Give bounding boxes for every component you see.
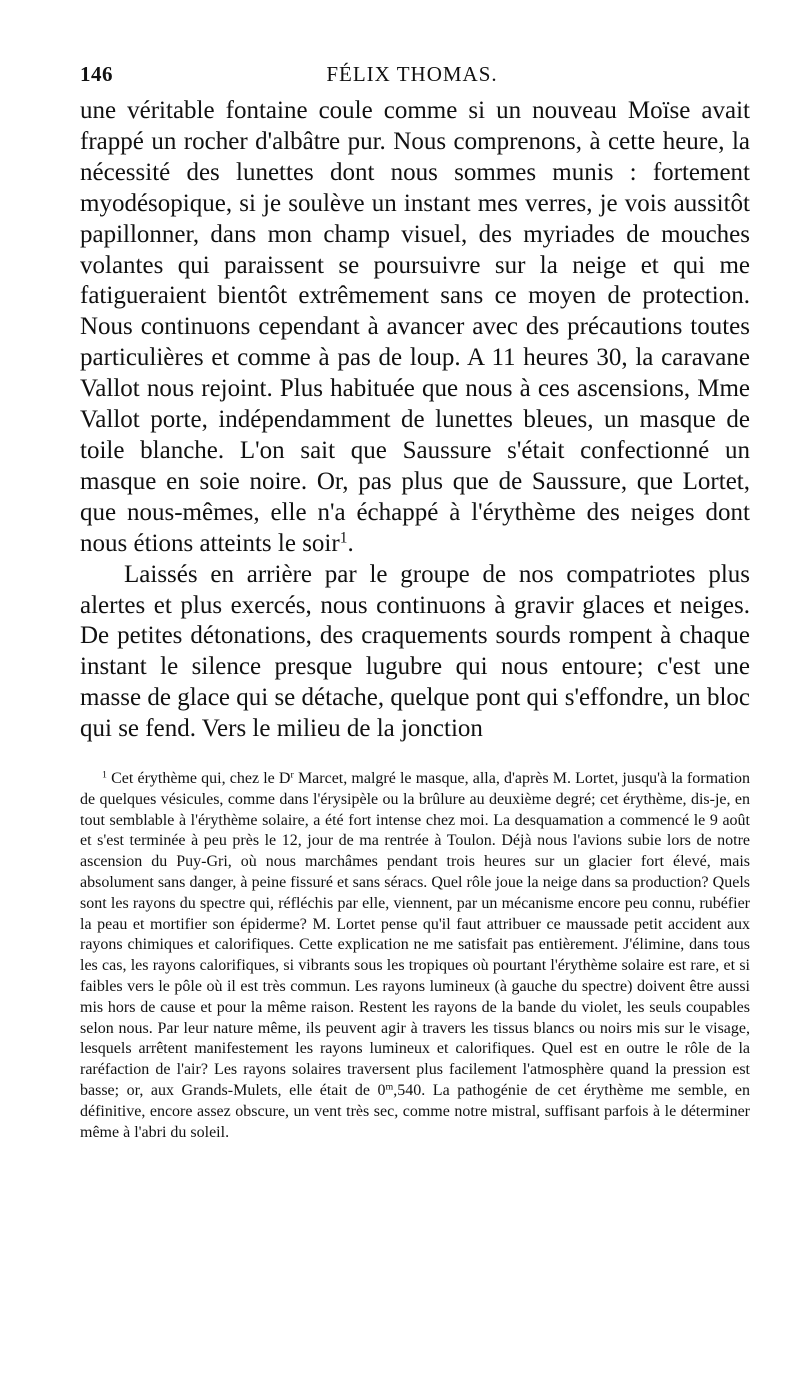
footnote-text-b: Marcet, malgré le masque, alla, d'après M. Lortet, jusqu'à la formation de quelques vésicules, comme dans l'érysipèle ou la brûlure au deuxième degré; cet érythème, dis-je, en tout semblable à l'érythème solaire, a été fort intense chez moi. La desquamation a commencé le 9 août et s'est terminée à peu près le 12, jour de ma rentrée à Toulon. Déjà nous l'avions subie lors de notre ascension du Puy-Gri, où nous marchâmes pendant trois heures sur un glacier fort élevé, mais absolument sans danger, à peine fissuré et sans séracs. Quel rôle joue la neige dans sa production? Quels sont les rayons du spectre qui, réfléchis par elle, viennent, par un mécanisme encore peu connu, rubéfier la peau et mortifier son épiderme? M. Lortet pense qu'il faut attribuer ce maussade petit accident aux rayons chimiques et calorifiques. Cette explication ne me satisfait pas entièrement. J'élimine, dans tous les cas, les rayons calorifiques, si vibrants sous les tropiques où pourtant l'érythème solaire est rare, et si faibles vers le pôle où il est très commun. Les rayons lumineux (à gauche du spectre) doivent être aussi mis hors de cause et pour la même raison. Restent les rayons de la bande du violet, les seuls coupables selon nous. Par leur nature même, ils peuvent agir à travers les tissus blancs ou noirs mis sur le visage, lesquels arrêtent manifestement les rayons lumineux et calorifiques. Quel est en outre le rôle de la raréfaction de l'air? Les rayons solaires traversent plus facilement l'atmosphère quand la pression est basse; or, aux Grands-Mulets, elle était de 0 [80,770,751,1099]
page-number: 146 [80,62,113,86]
main-text [80,96,750,745]
footnote-text-a: Cet érythème qui, chez le D [106,770,291,787]
paragraph-2: Laissés en arrière par le groupe de nos compatriotes plus alertes et plus exercés, nous continuons à gravir glaces et neiges. De petites détonations, des craquements sourds rompent à chaque instant le silence presque lugubre qui nous entoure; c'est une masse de glace qui se détache, quelque pont qui s'effondre, un bloc qui se fend. Vers le milieu de la jonction [80,560,750,743]
footnote-1 [80,769,750,1143]
running-title: FÉLIX THOMAS. [326,62,498,86]
paragraph-1-text: une véritable fontaine coule comme si un nouveau Moïse avait frappé un rocher d'albâtre pur. Nous comprenons, à cette heure, la nécessité des lunettes dont nous sommes munis : fortement myodésopique, si je soulève un instant mes verres, je vois aussitôt papillonner, dans mon champ visuel, des myriades de mouches volantes qui paraissent se poursuivre sur la neige et qui me fatigueraient bientôt extrêmement sans ce moyen de protection. Nous continuons cependant à avancer avec des précautions toutes particulières et comme à pas de loup. A 11 heures 30, la caravane Vallot nous rejoint. Plus habituée que nous à ces ascensions, Mme Vallot porte, indépendamment de lunettes bleues, un masque de toile blanche. L'on sait que Saussure s'était confectionné un masque en soie noire. Or, pas plus que de Saussure, que Lortet, que nous-mêmes, elle n'a échappé à l'érythème des neiges dont nous étions atteints le soir [80,97,750,557]
footnote-sup-m: m [385,1081,394,1093]
footnote-sup-r: r [290,769,294,781]
page-header [80,62,744,90]
footnote-text-c: ,540. La pathogénie de cet érythème me semble, en définitive, encore assez obscure, un vent très sec, comme notre mistral, suffisant parfois à le déterminer même à l'abri du soleil. [80,1081,751,1141]
paragraph-1-end: . [347,529,354,557]
footnotes [80,769,750,1143]
footnote-marker: 1 [102,769,107,781]
footnote-reference: 1 [339,529,348,547]
paragraph-1 [80,96,750,560]
